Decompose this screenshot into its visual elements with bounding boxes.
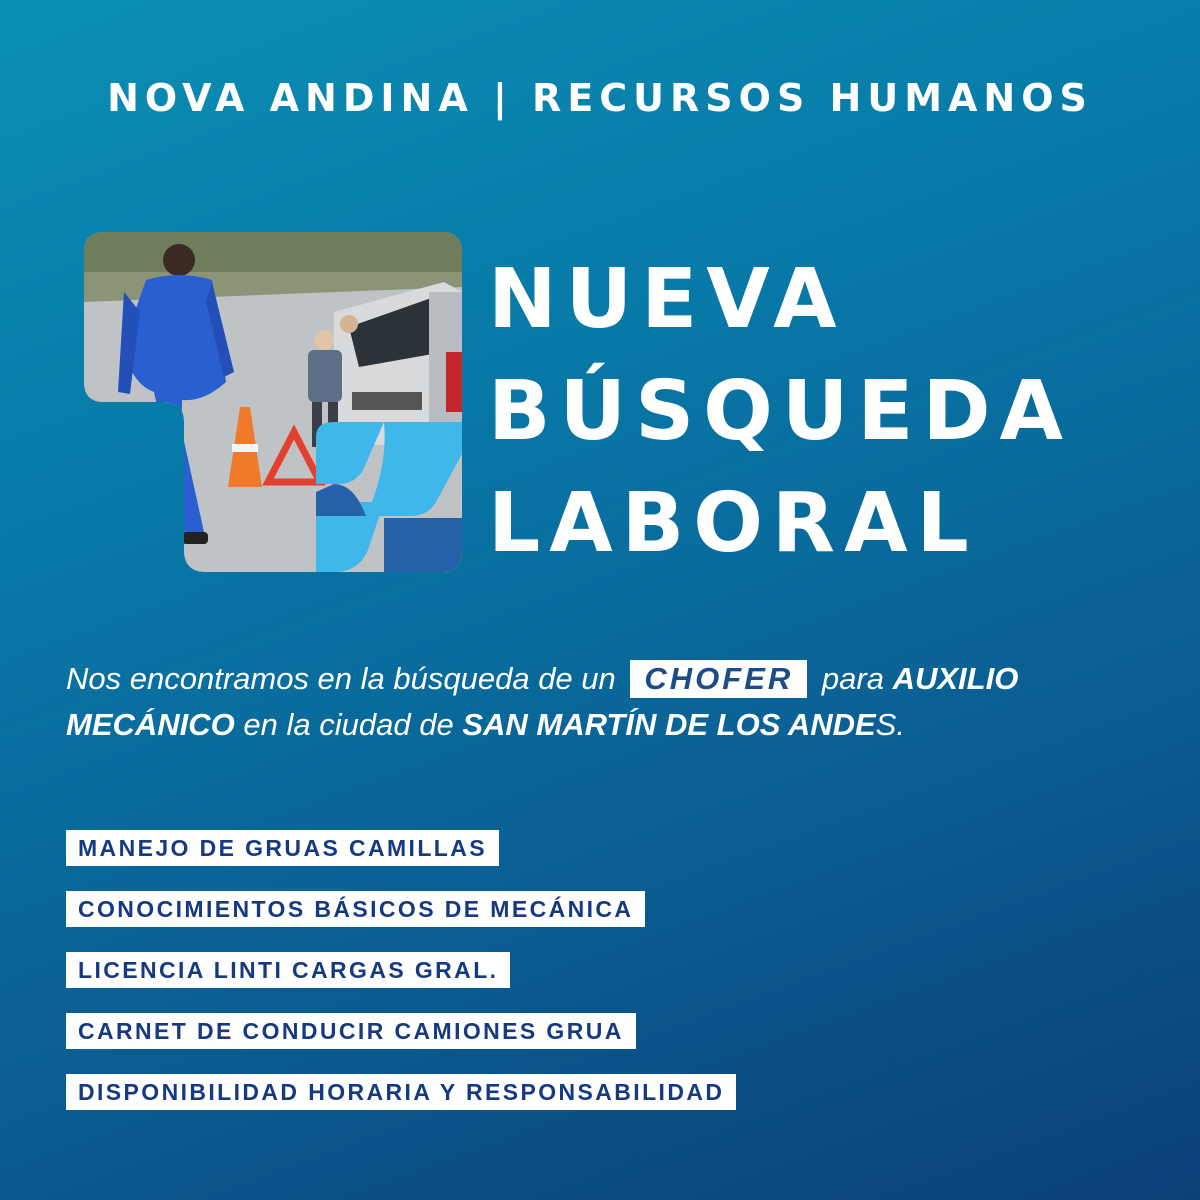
requirements-list <box>66 830 736 1135</box>
headline <box>488 244 1072 580</box>
requirement-item: MANEJO DE GRUAS CAMILLAS <box>66 830 499 866</box>
requirement-item: LICENCIA LINTI CARGAS GRAL. <box>66 952 510 988</box>
intro-paragraph <box>66 656 1176 748</box>
page-header: NOVA ANDINA | RECURSOS HUMANOS <box>107 76 1093 120</box>
city-tail: S. <box>875 707 905 742</box>
requirement-item: CARNET DE CONDUCIR CAMIONES GRUA <box>66 1013 636 1049</box>
area-text-1: AUXILIO <box>892 661 1019 696</box>
city-text: SAN MARTÍN DE LOS ANDE <box>462 707 876 742</box>
role-chip: CHOFER <box>630 660 807 698</box>
intro-text-1: Nos encontramos en la búsqueda de un <box>66 661 616 696</box>
requirement-item: CONOCIMIENTOS BÁSICOS DE MECÁNICA <box>66 891 645 927</box>
headline-line-1: NUEVA <box>488 252 846 347</box>
intro-text-2: para <box>821 661 884 696</box>
headline-line-3: LABORAL <box>488 476 978 571</box>
requirement-item: DISPONIBILIDAD HORARIA Y RESPONSABILIDAD <box>66 1074 736 1110</box>
mechanic-photo <box>84 232 462 572</box>
area-text-2: MECÁNICO <box>66 707 235 742</box>
headline-line-2: BÚSQUEDA <box>488 364 1072 459</box>
intro-text-3: en la ciudad de <box>243 707 454 742</box>
